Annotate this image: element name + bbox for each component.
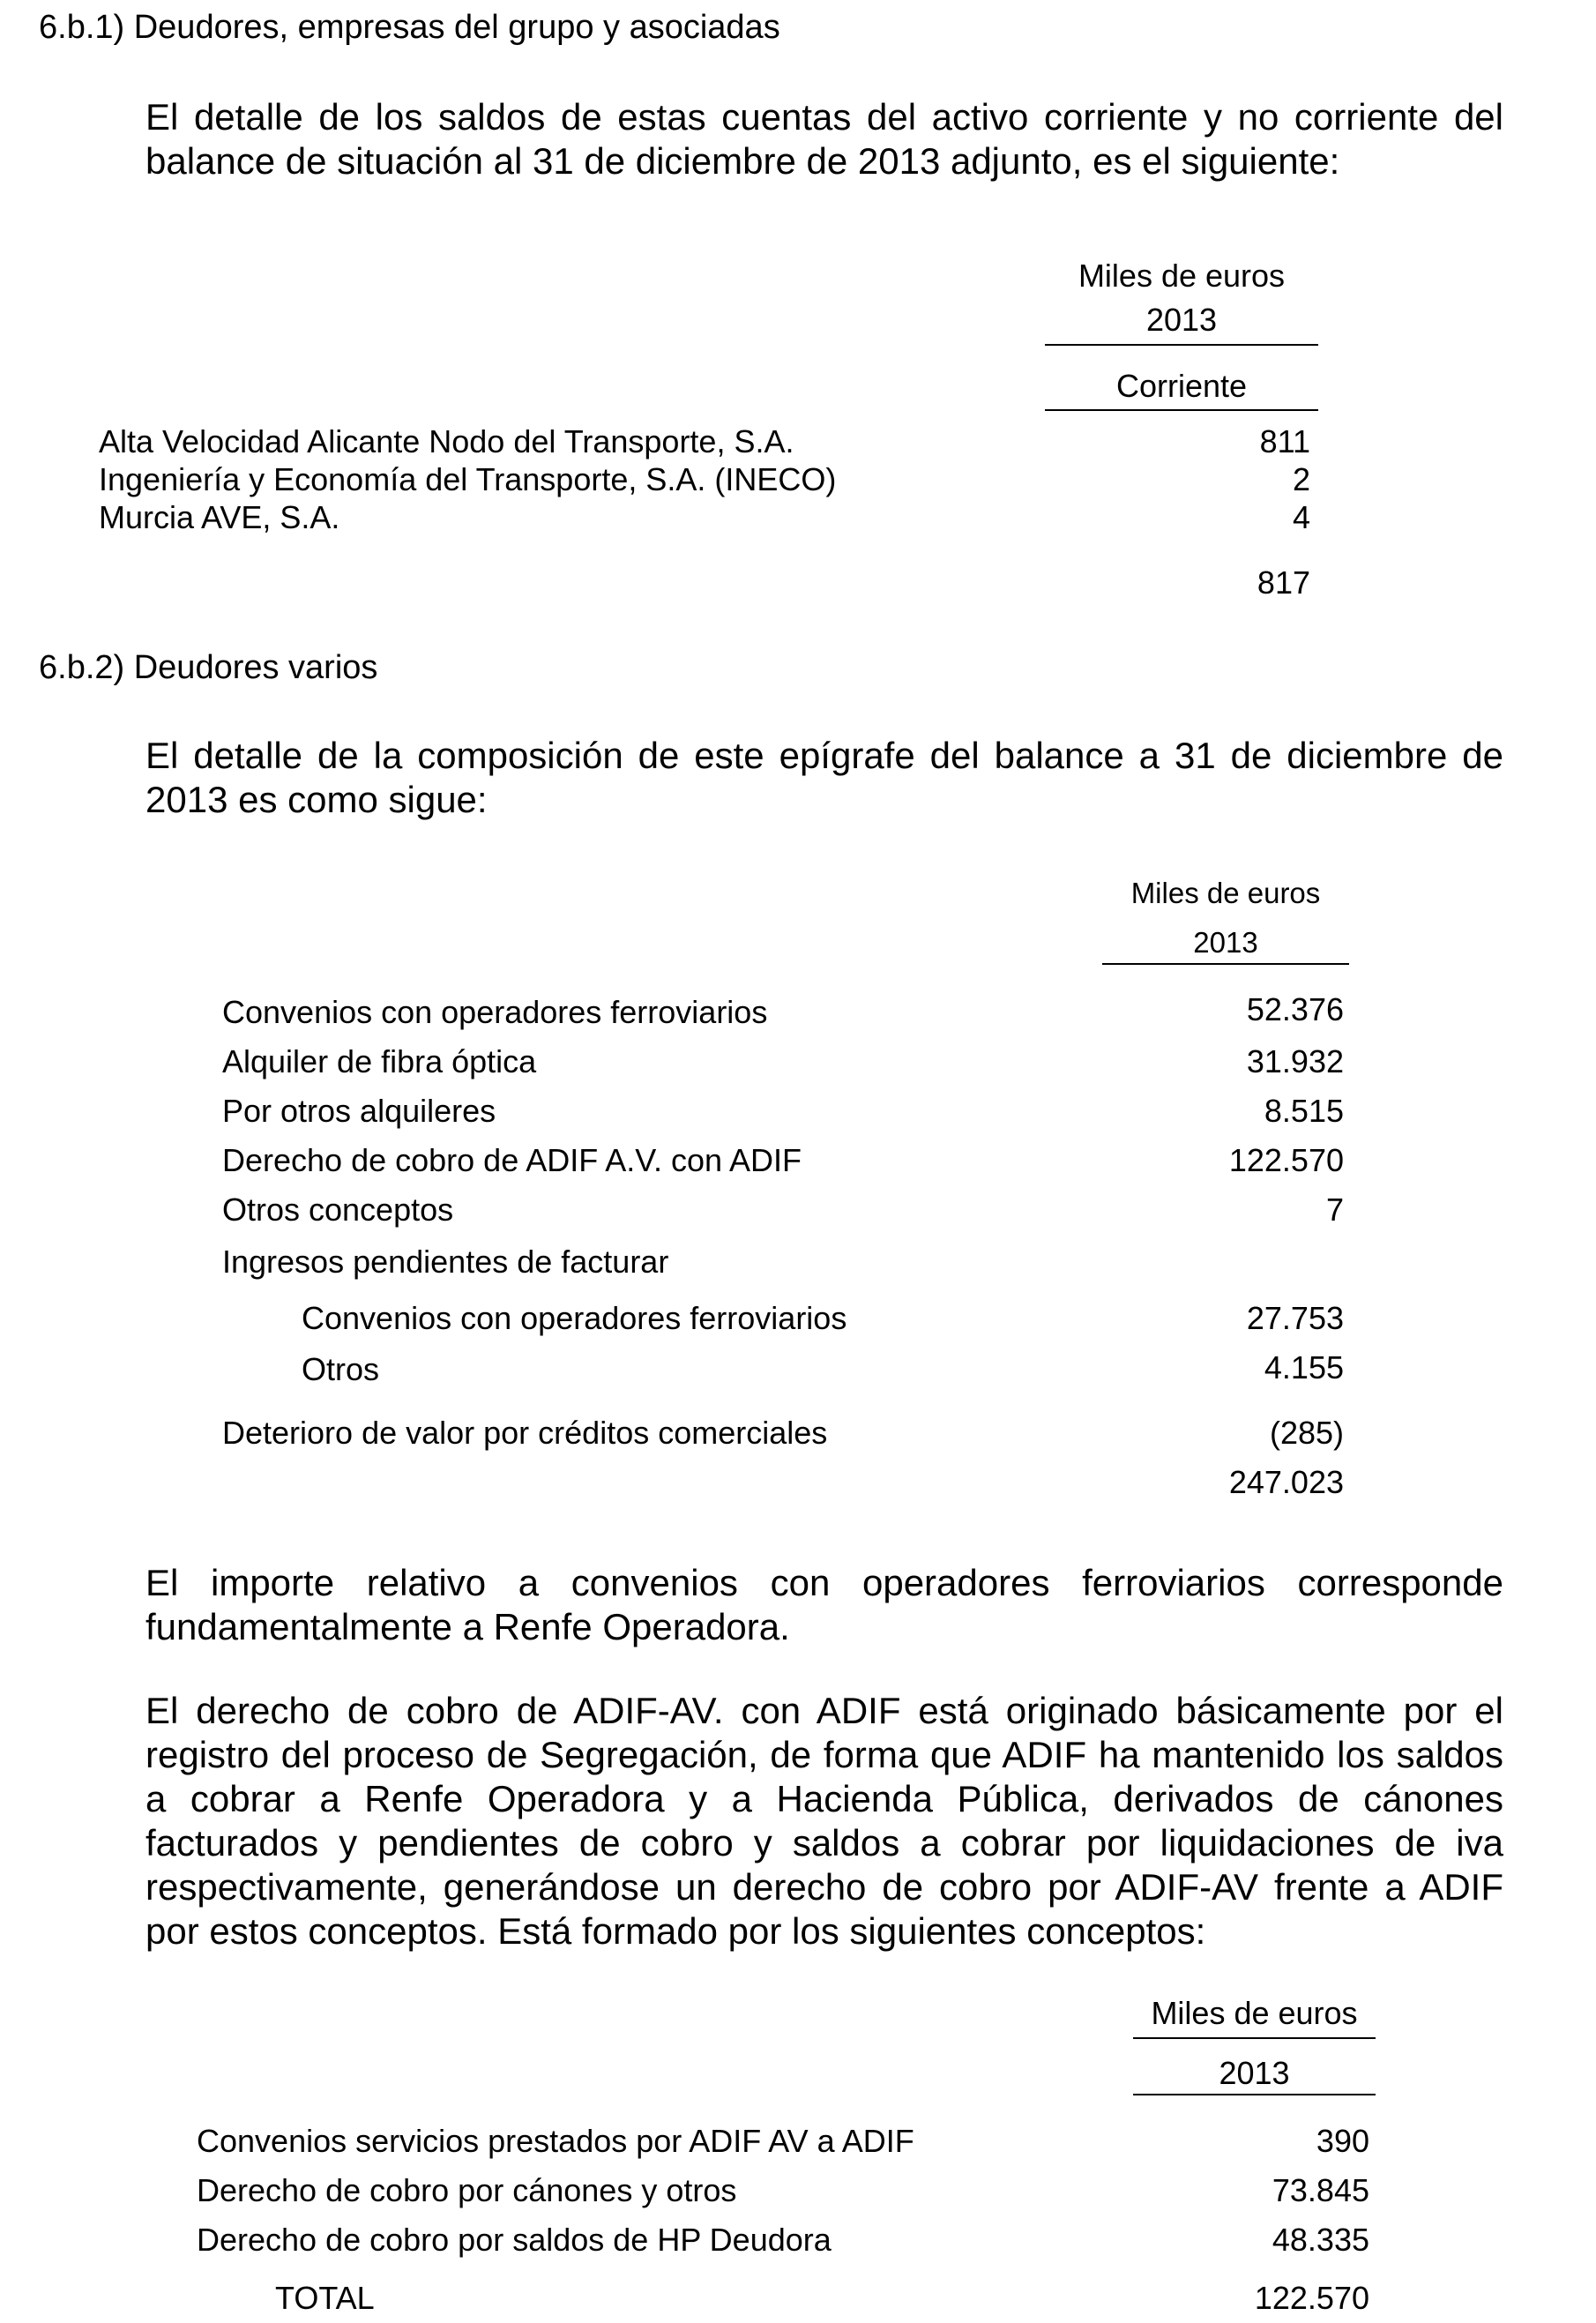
- table-row-label: Alta Velocidad Alicante Nodo del Transporte, S.A.: [99, 423, 794, 459]
- table-row-value: 2: [1292, 461, 1310, 497]
- paragraph-line: El derecho de cobro de ADIF-AV. con ADIF está originado básicamente por el: [145, 1690, 1503, 1731]
- header-rule: [1102, 963, 1349, 965]
- table-total-value: 817: [1257, 564, 1310, 601]
- header-rule: [1045, 409, 1318, 411]
- table-row-value: 811: [1259, 423, 1310, 459]
- table-row-value: 7: [1325, 1191, 1344, 1228]
- paragraph-line: El importe relativo a convenios con operadores ferroviarios corresponde: [145, 1562, 1503, 1603]
- intro-paragraph-6b2: [145, 734, 1503, 822]
- paragraph-line: facturados y pendientes de cobro y saldos a cobrar por liquidaciones de iva: [145, 1822, 1503, 1864]
- table-header-year: 2013: [1219, 2055, 1290, 2091]
- paragraph-line: El detalle de los saldos de estas cuentas del activo corriente y no corriente del: [145, 96, 1503, 138]
- table-row-label: Convenios con operadores ferroviarios: [222, 994, 768, 1030]
- table-row-label: Otros: [302, 1351, 380, 1387]
- table-row-value: 73.845: [1272, 2172, 1369, 2208]
- table-header-unit: Miles de euros: [1151, 1995, 1358, 2031]
- table-header-year: 2013: [1145, 302, 1218, 338]
- header-rule: [1133, 2037, 1376, 2039]
- table-total-value: 122.570: [1254, 2280, 1369, 2316]
- paragraph-line: a cobrar a Renfe Operadora y a Hacienda Pública, derivados de cánones: [145, 1778, 1503, 1819]
- table-header-unit: Miles de euros: [1130, 877, 1321, 909]
- table-row-value: 48.335: [1272, 2222, 1369, 2258]
- table-row-value: 31.932: [1246, 1043, 1344, 1079]
- table-row-label: Derecho de cobro por saldos de HP Deudora: [197, 2222, 832, 2258]
- table-row-label: Derecho de cobro de ADIF A.V. con ADIF: [222, 1142, 802, 1178]
- table-row-label: Ingresos pendientes de facturar: [222, 1244, 669, 1280]
- paragraph-line: balance de situación al 31 de diciembre de 2013 adjunto, es el siguiente:: [145, 140, 1340, 182]
- table-row-label: Ingeniería y Economía del Transporte, S.A. (INECO): [99, 461, 837, 497]
- paragraph-derecho-cobro: [145, 1689, 1503, 1953]
- paragraph-line: respectivamente, generándose un derecho de cobro por ADIF-AV frente a ADIF: [145, 1866, 1503, 1908]
- table-row-label: Deterioro de valor por créditos comerciales: [222, 1415, 828, 1451]
- table-row-value: 27.753: [1246, 1300, 1344, 1336]
- table-row-value: 122.570: [1228, 1142, 1344, 1178]
- table-row-value: 8.515: [1264, 1093, 1344, 1129]
- table-row-value: 4.155: [1264, 1349, 1344, 1386]
- section-heading-6b2: 6.b.2) Deudores varios: [39, 649, 378, 686]
- table-header-year: 2013: [1193, 926, 1258, 959]
- table-row-value: 390: [1316, 2123, 1369, 2159]
- table-total-value: 247.023: [1228, 1464, 1344, 1500]
- table-header-unit: Miles de euros: [1078, 258, 1286, 294]
- paragraph-line: 2013 es como sigue:: [145, 779, 488, 820]
- table-row-value: (285): [1269, 1415, 1344, 1451]
- paragraph-convenios: [145, 1561, 1503, 1649]
- table-row-label: Convenios servicios prestados por ADIF AV a ADIF: [197, 2123, 914, 2159]
- table-row-label: Alquiler de fibra óptica: [222, 1043, 537, 1079]
- table-total-label: TOTAL: [275, 2280, 375, 2316]
- table-header-col: Corriente: [1115, 368, 1248, 404]
- paragraph-line: El detalle de la composición de este epígrafe del balance a 31 de diciembre de: [145, 735, 1503, 776]
- paragraph-line: por estos conceptos. Está formado por los siguientes conceptos:: [145, 1910, 1206, 1952]
- table-row-label: Convenios con operadores ferroviarios: [302, 1300, 847, 1336]
- table-row-label: Murcia AVE, S.A.: [99, 499, 340, 535]
- header-rule: [1045, 344, 1318, 346]
- table-row-value: 4: [1292, 499, 1310, 535]
- section-heading-6b1: 6.b.1) Deudores, empresas del grupo y asociadas: [39, 9, 780, 46]
- table-row-label: Otros conceptos: [222, 1191, 454, 1228]
- table-row-label: Por otros alquileres: [222, 1093, 496, 1129]
- table-row-label: Derecho de cobro por cánones y otros: [197, 2172, 737, 2208]
- paragraph-line: fundamentalmente a Renfe Operadora.: [145, 1606, 790, 1647]
- intro-paragraph-6b1: [145, 95, 1503, 183]
- header-rule: [1133, 2094, 1376, 2095]
- paragraph-line: registro del proceso de Segregación, de forma que ADIF ha mantenido los saldos: [145, 1734, 1503, 1775]
- table-row-value: 52.376: [1246, 991, 1344, 1027]
